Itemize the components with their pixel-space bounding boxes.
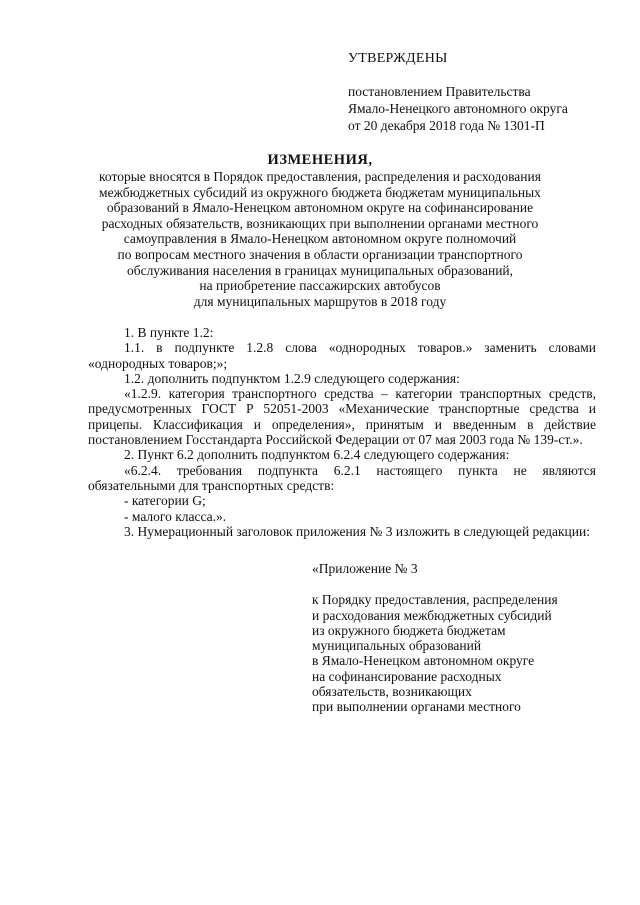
- body-paragraph: 1.1. в подпункте 1.2.8 слова «однородных товаров.» заменить словами «однородных товаров;»;: [88, 340, 596, 371]
- appendix-line: к Порядку предоставления, распределения: [312, 592, 558, 608]
- appendix-line: на софинансирование расходных: [312, 668, 502, 684]
- appendix-header-block: [312, 561, 612, 715]
- body-paragraph: 2. Пункт 6.2 дополнить подпунктом 6.2.4 следующего содержания:: [124, 447, 510, 463]
- body-paragraph: «6.2.4. требования подпункта 6.2.1 настоящего пункта не являются обязательными для транспортных средств:: [88, 462, 596, 493]
- approval-heading: УТВЕРЖДЕНЫ: [348, 51, 448, 66]
- title-line: самоуправления в Ямало-Ненецком автономном округе полномочий: [123, 231, 517, 247]
- body-paragraph: 1. В пункте 1.2:: [124, 325, 214, 340]
- body-paragraph: - малого класса.».: [124, 508, 227, 524]
- body-paragraph: 1.2. дополнить подпунктом 1.2.9 следующего содержания:: [124, 370, 460, 386]
- title-line: на приобретение пассажирских автобусов: [199, 278, 441, 294]
- appendix-line: муниципальных образований: [312, 638, 482, 654]
- title-line: которые вносятся в Порядок предоставления, распределения и расходования: [99, 169, 541, 184]
- document-body: [88, 325, 596, 539]
- body-paragraph: «1.2.9. категория транспортного средства – категории транспортных средств, предусмотренных ГОСТ Р 52051-2003 «Механические транспортные средства и прицепы. Классификация и определения», принятым и введенным в действие постановлением Госстандарта Российской Федерации от 07 мая 2003 года № 139-ст.».: [88, 386, 596, 448]
- approval-line: Ямало-Ненецкого автономного округа: [348, 101, 568, 116]
- appendix-line: в Ямало-Ненецком автономном округе: [312, 653, 535, 669]
- document-title: ИЗМЕНЕНИЯ,: [267, 152, 373, 168]
- approval-block: [348, 50, 628, 134]
- appendix-line: из окружного бюджета бюджетам: [312, 622, 506, 638]
- title-line: обслуживания населения в границах муниципальных образований,: [126, 262, 514, 278]
- title-line: межбюджетных субсидий из окружного бюджета бюджетам муниципальных: [99, 184, 541, 200]
- title-line: образований в Ямало-Ненецком автономном округе на софинансирование: [106, 200, 534, 216]
- document-title-block: [80, 152, 560, 309]
- title-line: расходных обязательств, возникающих при выполнении органами местного: [101, 215, 539, 231]
- title-line: для муниципальных маршрутов в 2018 году: [193, 293, 447, 309]
- approval-line: от 20 декабря 2018 года № 1301-П: [348, 118, 545, 133]
- body-paragraph: - категории G;: [124, 493, 206, 509]
- appendix-title: «Приложение № 3: [312, 561, 418, 576]
- appendix-line: обязательств, возникающих: [312, 684, 472, 700]
- appendix-line: и расходования межбюджетных субсидий: [312, 607, 552, 623]
- title-line: по вопросам местного значения в области организации транспортного: [117, 246, 523, 262]
- appendix-line: при выполнении органами местного: [312, 699, 521, 715]
- body-paragraph: 3. Нумерационный заголовок приложения № 3 изложить в следующей редакции:: [124, 523, 590, 539]
- approval-line: постановлением Правительства: [348, 84, 531, 99]
